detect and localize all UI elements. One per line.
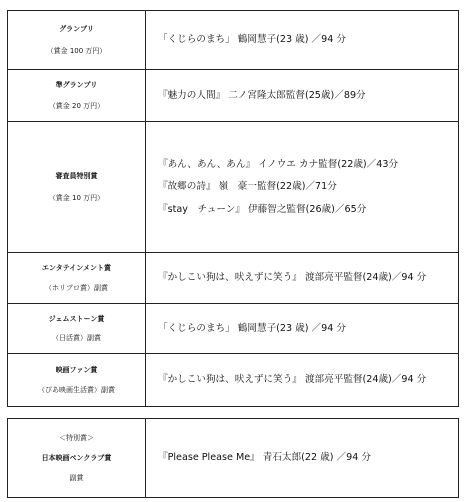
- award-sponsor-name: （ぴあ映画生活賞）: [38, 385, 101, 394]
- award-row-jury-special: [8, 122, 459, 253]
- winner-entry: 『あん、あん、あん』 イノウエ カナ監督(22歳)／43分: [158, 158, 399, 170]
- awards-table: [7, 10, 459, 407]
- award-prize: （賞金 100 万円）: [46, 46, 107, 55]
- award-winner-cell: [146, 253, 459, 304]
- award-title-cell: [8, 253, 146, 304]
- award-title-cell: [8, 122, 146, 253]
- award-supplementary: 副賞: [94, 283, 108, 292]
- award-name: 審査員特別賞: [55, 172, 98, 181]
- award-sponsor: [8, 334, 145, 342]
- award-prize: （賞金 10 万円）: [48, 193, 105, 202]
- award-title-cell: [8, 354, 146, 407]
- special-award-tag: ＜特別賞＞: [59, 433, 94, 442]
- winner-entry: 「くじらのまち」 鶴岡慧子(23 歳) ／94 分: [158, 34, 347, 46]
- special-award-table: [7, 418, 459, 498]
- award-row-semi-grand-prix: [8, 70, 459, 122]
- award-name: 日本映画ペンクラブ賞: [41, 454, 112, 463]
- award-sponsor-name: （日活賞）: [52, 334, 87, 342]
- winner-entry: 『Please Please Me』 青石太郎(22 歳) ／94 分: [158, 452, 371, 464]
- award-name: エンタテインメント賞: [41, 264, 112, 273]
- winner-entry: 『魅力の人間』 二ノ宮隆太郎監督(25歳)／89分: [158, 89, 366, 101]
- award-winner-cell: [146, 354, 459, 407]
- winner-entry: 『故郷の詩』 嶺 豪一監督(22歳)／71分: [158, 181, 337, 193]
- winner-entry: 「くじらのまち」 鶴岡慧子(23 歳) ／94 分: [158, 322, 347, 334]
- award-sponsor-name: （ホリプロ賞）: [45, 283, 94, 292]
- award-name: ジェムストーン賞: [48, 314, 105, 323]
- award-name: 準グランプリ: [55, 80, 98, 89]
- award-winner-cell: [146, 122, 459, 253]
- award-title-cell: [8, 304, 146, 354]
- award-title-cell: [8, 70, 146, 122]
- award-winner-cell: [146, 304, 459, 354]
- award-supplementary: 副賞: [69, 473, 84, 482]
- award-winner-cell: [146, 11, 459, 70]
- award-row-gemstone: [8, 304, 459, 354]
- award-title-cell: [8, 11, 146, 70]
- award-sponsor: [8, 284, 145, 292]
- award-row-grand-prix: [8, 11, 459, 70]
- award-supplementary: 副賞: [101, 385, 115, 394]
- winner-entry: 『かしこい狗は、吠えずに笑う』 渡部亮平監督(24歳)／94 分: [158, 374, 427, 386]
- winner-entry: 『かしこい狗は、吠えずに笑う』 渡部亮平監督(24歳)／94 分: [158, 272, 427, 284]
- award-row-entertainment: [8, 253, 459, 304]
- award-prize: （賞金 20 万円）: [48, 102, 105, 110]
- award-winner-cell: [146, 70, 459, 122]
- award-row-pen-club: [8, 419, 459, 498]
- award-title-cell: [8, 419, 146, 498]
- award-sponsor: [8, 386, 145, 394]
- award-name: グランプリ: [59, 25, 94, 34]
- winner-entry: 『stay チューン』 伊藤智之監督(26歳)／65分: [158, 203, 367, 215]
- award-winner-cell: [146, 419, 459, 498]
- award-row-movie-fan: [8, 354, 459, 407]
- award-name: 映画ファン賞: [55, 366, 98, 375]
- award-supplementary: 副賞: [87, 334, 101, 342]
